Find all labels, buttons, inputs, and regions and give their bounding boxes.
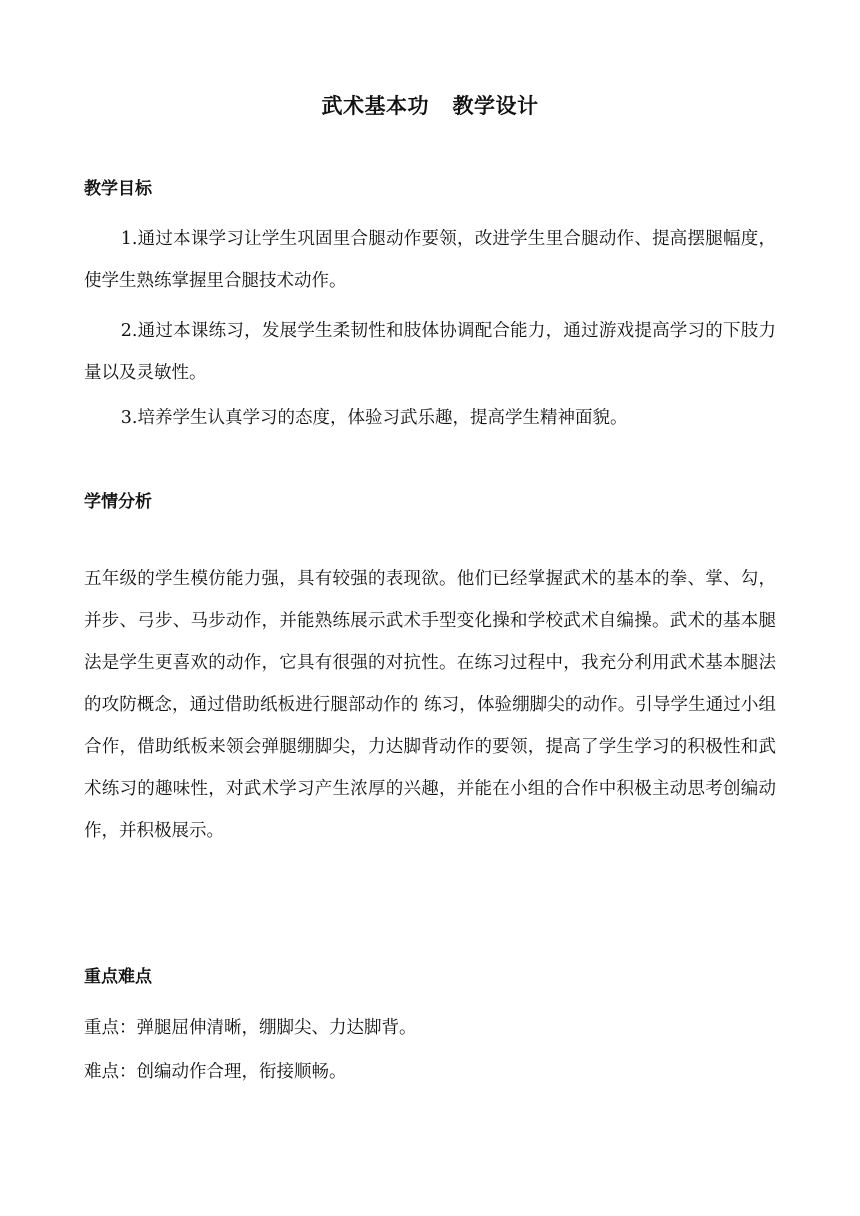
section-heading-analysis: 学情分析 bbox=[84, 492, 152, 512]
objective-item-3: 3.培养学生认真学习的态度，体验习武乐趣，提高学生精神面貌。 bbox=[120, 408, 628, 428]
difficulty-text: 难点：创编动作合理，衔接顺畅。 bbox=[84, 1062, 347, 1082]
objective-item-1: 1.通过本课学习让学生巩固里合腿动作要领，改进学生里合腿动作、提高摆腿幅度，使学生熟练掌握里合腿技术动作。 bbox=[84, 229, 776, 291]
objective-item-2: 2.通过本课练习，发展学生柔韧性和肢体协调配合能力，通过游戏提高学习的下肢力量以及灵敏性。 bbox=[84, 321, 776, 383]
section-heading-key-points: 重点难点 bbox=[84, 967, 152, 987]
key-point-text: 重点：弹腿屈伸清晰，绷脚尖、力达脚背。 bbox=[84, 1018, 417, 1038]
document-title: 武术基本功 教学设计 bbox=[321, 94, 539, 118]
section-heading-objectives: 教学目标 bbox=[84, 179, 152, 199]
analysis-paragraph: 五年级的学生模仿能力强，具有较强的表现欲。他们已经掌握武术的基本的拳、掌、勾，并步、弓步、马步动作，并能熟练展示武术手型变化操和学校武术自编操。武术的基本腿法是学生更喜欢的动作，它具有很强的对抗性。在练习过程中，我充分利用武术基本腿法的攻防概念，通过借助纸板进行腿部动作的 练习，体验绷脚尖的动作。引导学生通过小组合作，借助纸板来领会弹腿绷脚尖，力达脚背动作的要领，提高了学生学习的积极性和武术练习的趣味性，对武术学习产生浓厚的兴趣，并能在小组的合作中积极主动思考创编动作，并积极展示。 bbox=[84, 569, 776, 841]
